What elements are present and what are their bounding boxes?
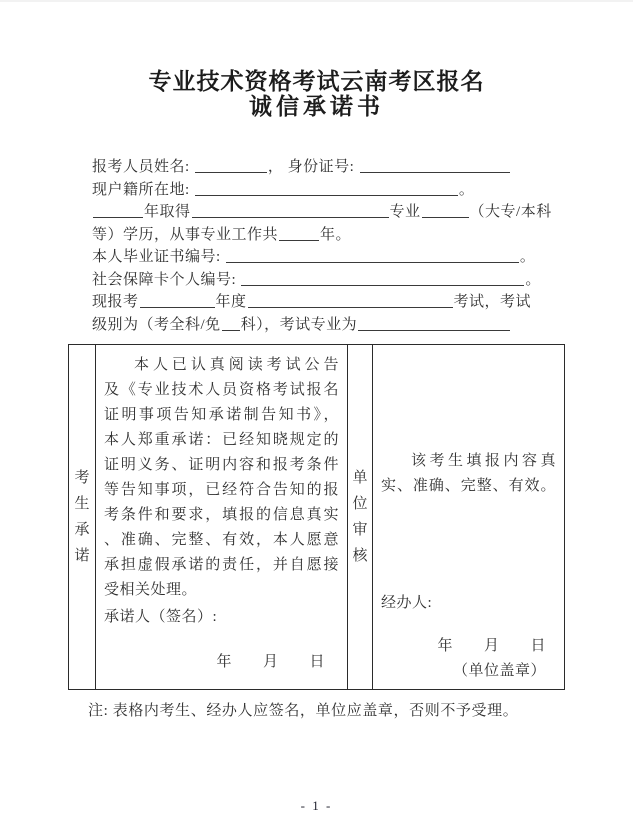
blank-underline <box>360 160 510 173</box>
page-title <box>0 69 633 119</box>
blank-underline <box>279 228 319 241</box>
cell-line: 经办人: <box>381 595 433 611</box>
form-line <box>92 291 562 314</box>
candidate-commitment-header-cell <box>69 345 96 689</box>
spacer <box>381 616 556 634</box>
cell-line: 承诺人（签名）: <box>104 609 218 625</box>
form-text: 年度 <box>215 294 247 310</box>
form-text: 报考人员姓名: <box>92 159 194 175</box>
blank-underline <box>422 205 469 218</box>
form-line <box>92 156 562 179</box>
cell-line: （单位盖章） <box>452 663 546 679</box>
form-text: 。 <box>458 181 475 198</box>
cell-line: 、准确、完整、有效，本人愿意 <box>104 532 339 548</box>
form-line <box>92 314 562 337</box>
unit-review-header-cell <box>348 345 373 689</box>
cell-line: 年 月 日 <box>437 638 546 654</box>
cell-line: 本人郑重承诺：已经知晓规定的 <box>104 432 339 448</box>
spacer <box>381 353 556 449</box>
form-paragraph <box>92 156 562 336</box>
title-line-1: 专业技术资格考试云南考区报名 <box>148 69 485 94</box>
form-text: 。 <box>519 249 536 265</box>
form-text: 。 <box>525 271 541 288</box>
cell-line: 年 月 日 <box>216 654 325 670</box>
blank-underline <box>93 205 143 218</box>
form-line <box>92 224 562 247</box>
form-text: 等）学历，从事专业工作共 <box>92 226 279 243</box>
cell-line: 证明义务、证明内容和报考条件 <box>104 457 339 473</box>
form-text: 专业 <box>389 204 421 220</box>
form-text: （大专/本科 <box>469 204 552 220</box>
footnote: 注: 表格内考生、经办人应签名，单位应盖章，否则不予受理。 <box>88 703 519 719</box>
form-text: ， 身份证号: <box>267 159 359 175</box>
blank-underline <box>192 205 389 218</box>
form-text: 年取得 <box>144 204 191 220</box>
commitment-table <box>68 344 565 690</box>
blank-underline <box>195 160 267 173</box>
unit-review-cell <box>373 345 564 689</box>
title-line-2: 诚信承诺书 <box>249 94 384 119</box>
blank-underline <box>140 295 215 308</box>
form-line <box>92 201 562 224</box>
page-number: - 1 - <box>300 798 333 813</box>
form-text: 现户籍所在地: <box>92 181 194 198</box>
cell-line: 本人已认真阅读考试公告 <box>134 357 339 373</box>
spacer <box>104 630 339 650</box>
cell-line: 受相关处理。 <box>104 582 198 598</box>
unit-review-header: 单位审核 <box>352 470 368 564</box>
form-text: 本人毕业证书编号: <box>92 249 225 265</box>
cell-line: 承担虚假承诺的责任，并自愿接 <box>104 557 339 573</box>
form-line <box>92 269 562 292</box>
blank-underline <box>195 183 458 196</box>
blank-underline <box>241 273 524 286</box>
form-text: 社会保障卡个人编号: <box>92 271 241 288</box>
blank-underline <box>222 318 240 331</box>
candidate-commitment-cell <box>96 345 348 689</box>
spacer <box>381 499 556 591</box>
cell-line: 及《专业技术人员资格考试报名 <box>104 382 339 398</box>
cell-line: 实、准确、完整、有效。 <box>381 478 556 494</box>
form-text: 年。 <box>320 226 352 243</box>
candidate-commitment-header: 考生承诺 <box>74 470 90 564</box>
cell-line: 等告知事项，已经符合告知的报 <box>104 482 339 498</box>
cell-line: 考条件和要求，填报的信息真实 <box>104 507 339 523</box>
blank-underline <box>358 318 510 331</box>
form-line <box>92 179 562 202</box>
form-line <box>92 246 562 269</box>
form-text: 科），考试专业为 <box>240 316 358 333</box>
blank-underline <box>226 250 519 263</box>
form-text: 级别为（考全科/免 <box>92 316 221 333</box>
form-text: 考试，考试 <box>453 294 532 310</box>
form-text: 现报考 <box>92 294 139 310</box>
cell-line: 该考生填报内容真 <box>411 453 556 469</box>
blank-underline <box>248 295 453 308</box>
cell-line: 证明事项告知承诺制告知书》， <box>104 407 339 423</box>
